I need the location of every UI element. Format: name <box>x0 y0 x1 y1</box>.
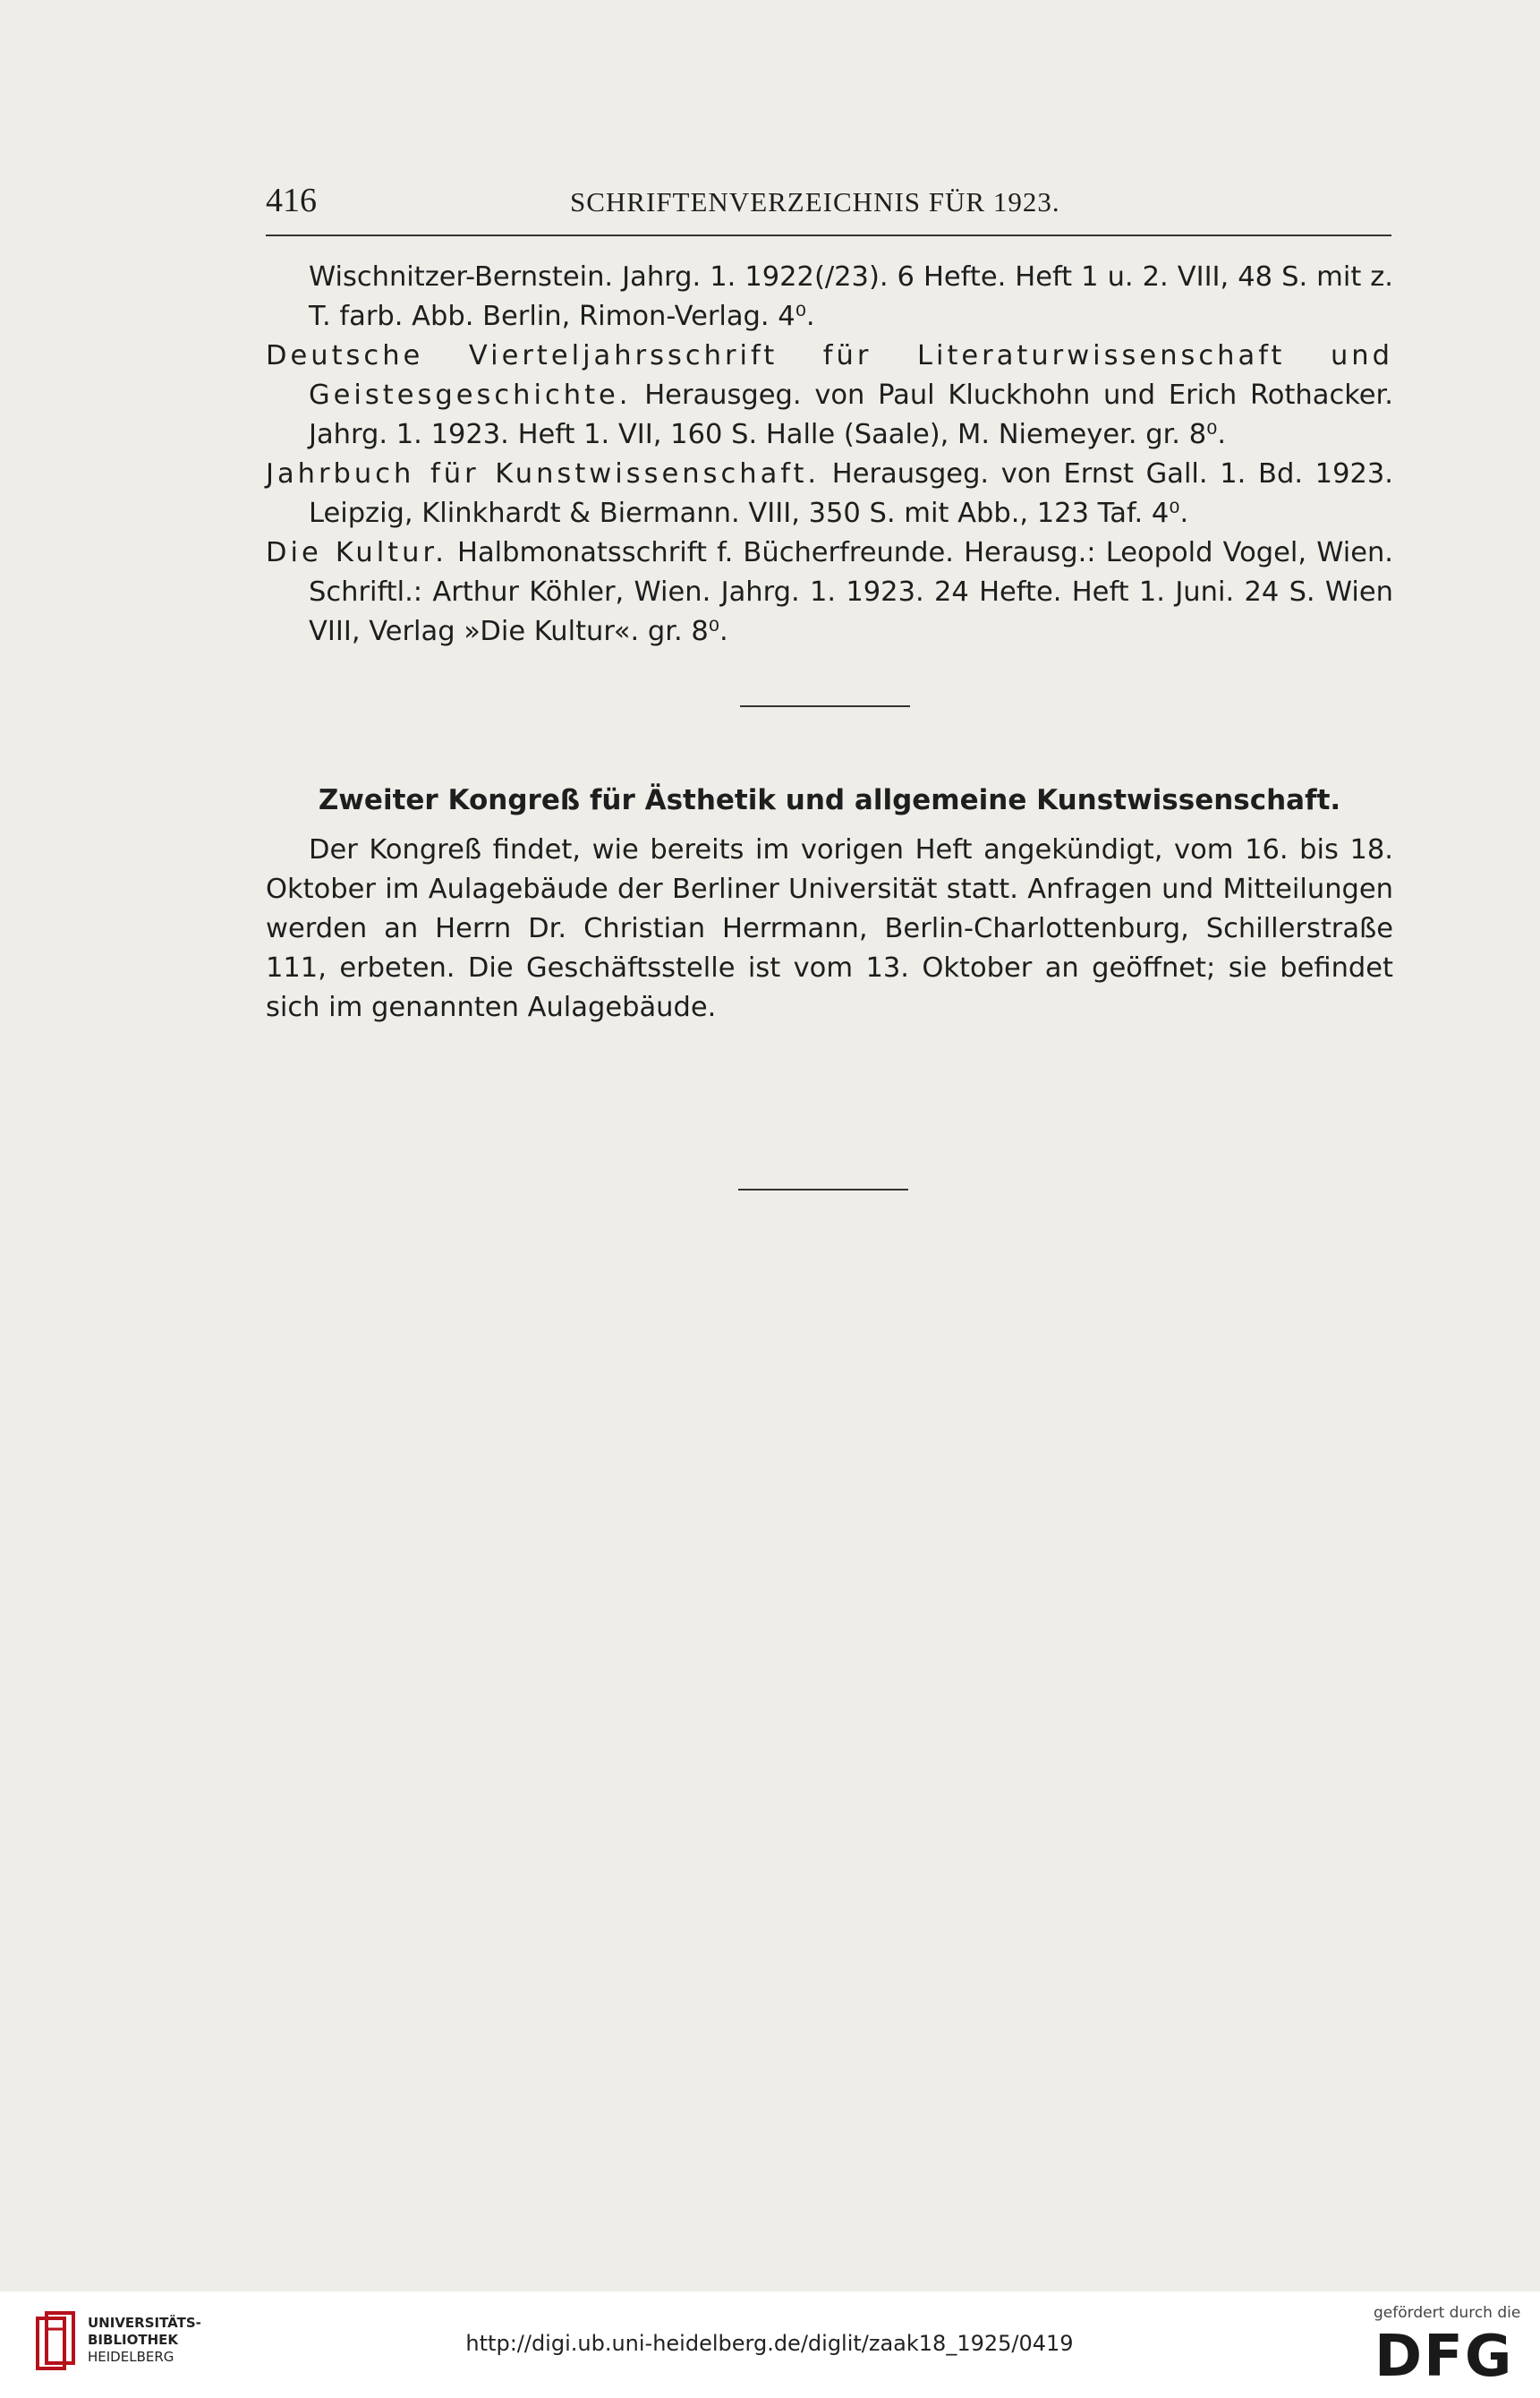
digitization-footer <box>0 2291 1540 2398</box>
bibliography-list <box>266 258 1393 652</box>
library-name-line: HEIDELBERG <box>88 2349 174 2365</box>
entry-text: Halbmonatsschrift f. Bücherfreunde. Herausg.: Leopold Vogel, Wien. Schriftl.: Arthur Köhler, Wien. Jahrg. 1. 1923. 24 Hefte. Heft 1. Juni. 24 S. Wien VIII, Verlag »Die Kultur«. gr. 8⁰. <box>309 537 1393 647</box>
bibliography-entry <box>266 258 1393 337</box>
page-number: 416 <box>266 182 317 219</box>
entry-title: Jahrbuch für Kunstwissenschaft. <box>266 458 821 490</box>
end-divider <box>738 1189 908 1190</box>
ub-heidelberg-logo-icon <box>36 2311 77 2374</box>
header-rule <box>266 235 1391 236</box>
page-header <box>266 179 1393 233</box>
entry-text: Herausgeg. von Ernst Gall. 1. Bd. 1923. Leipzig, Klinkhardt & Biermann. VIII, 350 S. mit Abb., 123 Taf. 4⁰. <box>309 458 1393 529</box>
library-name-line: UNIVERSITÄTS- <box>88 2315 201 2331</box>
section-body: Der Kongreß findet, wie bereits im vorigen Heft angekündigt, vom 16. bis 18. Oktober im Aulagebäude der Berliner Universität statt. Anfragen und Mitteilungen werden an Herrn Dr. Christian Herrmann, Berlin-Charlottenburg, Schillerstraße 111, erbeten. Die Geschäftsstelle ist vom 13. Oktober an geöffnet; sie befindet sich im genannten Aulagebäude. <box>266 834 1393 1023</box>
library-name-line: BIBLIOTHEK <box>88 2332 178 2348</box>
entry-title: Die Kultur. <box>266 537 447 568</box>
running-title: SCHRIFTENVERZEICHNIS FÜR 1923. <box>570 186 1060 218</box>
bibliography-entry <box>266 533 1393 652</box>
bibliography-entry <box>266 337 1393 455</box>
library-name <box>88 2315 201 2366</box>
funding-caption: gefördert durch die <box>1374 2304 1521 2322</box>
entry-text: Wischnitzer-Bernstein. Jahrg. 1. 1922(/23). 6 Hefte. Heft 1 u. 2. VIII, 48 S. mit z. T. farb. Abb. Berlin, Rimon-Verlag. 4⁰. <box>309 261 1393 332</box>
entry-title: Deutsche Vierteljahrsschrift für Literaturwissenschaft und Geistesgeschichte. <box>266 340 1393 411</box>
bibliography-entry <box>266 455 1393 533</box>
section-heading: Zweiter Kongreß für Ästhetik und allgemeine Kunstwissenschaft. <box>318 784 1341 816</box>
section-divider <box>740 705 910 707</box>
dfg-logo: DFG <box>1374 2324 1514 2390</box>
permalink-url[interactable]: http://digi.ub.uni-heidelberg.de/diglit/zaak18_1925/0419 <box>465 2331 1074 2356</box>
entry-text: Herausgeg. von Paul Kluckhohn und Erich Rothacker. Jahrg. 1. 1923. Heft 1. VII, 160 S. Halle (Saale), M. Niemeyer. gr. 8⁰. <box>309 380 1393 450</box>
